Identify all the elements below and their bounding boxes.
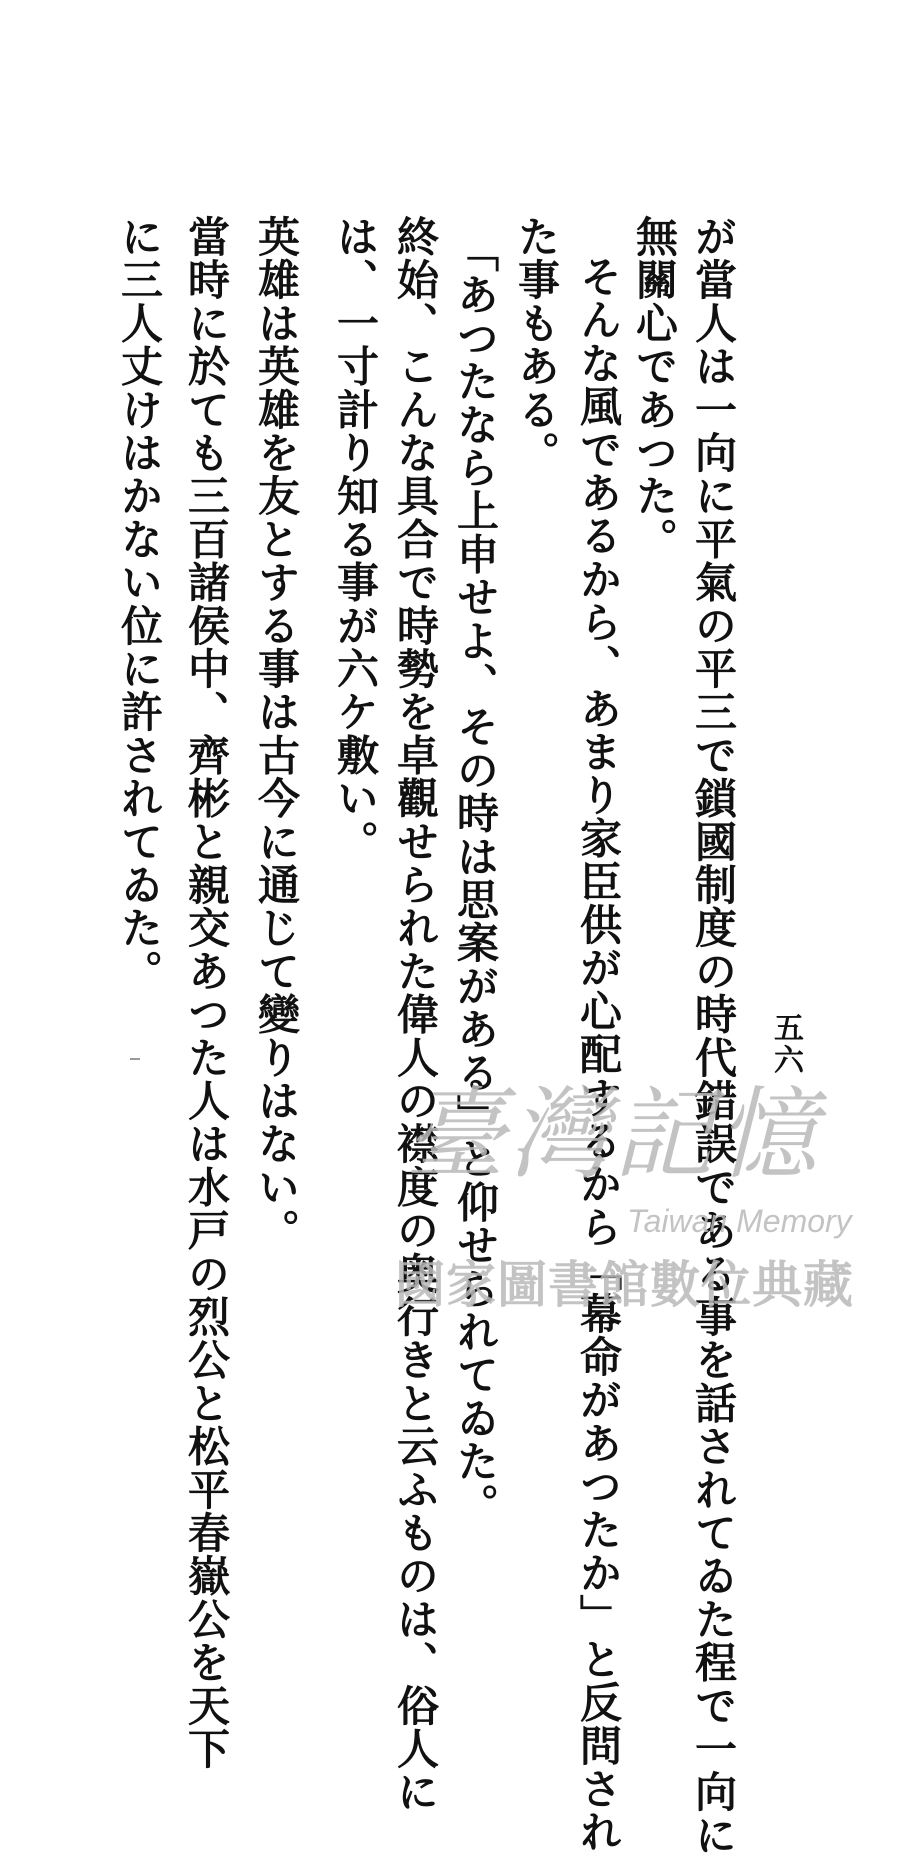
text-column-2: 無關心であつた。 [630, 215, 679, 561]
text-column-4: た事もある。 [512, 215, 561, 475]
text-column-3: そんな風であるから、あまり家臣供が心配するから「幕命があつたか」と反問され [574, 255, 623, 1854]
text-column-8: 英雄は英雄を友とする事は古今に通じて變りはない。 [252, 215, 301, 1252]
text-column-5: 「あつたなら上申せよ、その時は思案がある」と仰せられてゐた。 [451, 230, 500, 1526]
watermark-org: 國家圖書館數位典藏 [395, 1256, 854, 1314]
watermark-title: 臺灣記憶 [405, 1076, 821, 1193]
page-number: 五六 [768, 1012, 803, 1076]
text-column-6: 終始、こんな具合で時勢を卓觀せられた偉人の襟度の奥行きと云ふものは、俗人に [391, 215, 440, 1814]
text-column-1: が當人は一向に平氣の平三で鎖國制度の時代錯誤である事を話されてゐた程で一向に [689, 215, 738, 1857]
print-speck [130, 1058, 140, 1060]
watermark-subtitle: Taiwan Memory [627, 1203, 852, 1239]
text-column-7: は、一寸計り知る事が六ケ敷い。 [331, 215, 380, 863]
text-column-9: 當時に於ても三百諸侯中、齊彬と親交あつた人は水戸の烈公と松平春嶽公を天下 [182, 215, 231, 1771]
text-column-10: に三人丈けはかない位に許されてゐた。 [115, 215, 164, 993]
